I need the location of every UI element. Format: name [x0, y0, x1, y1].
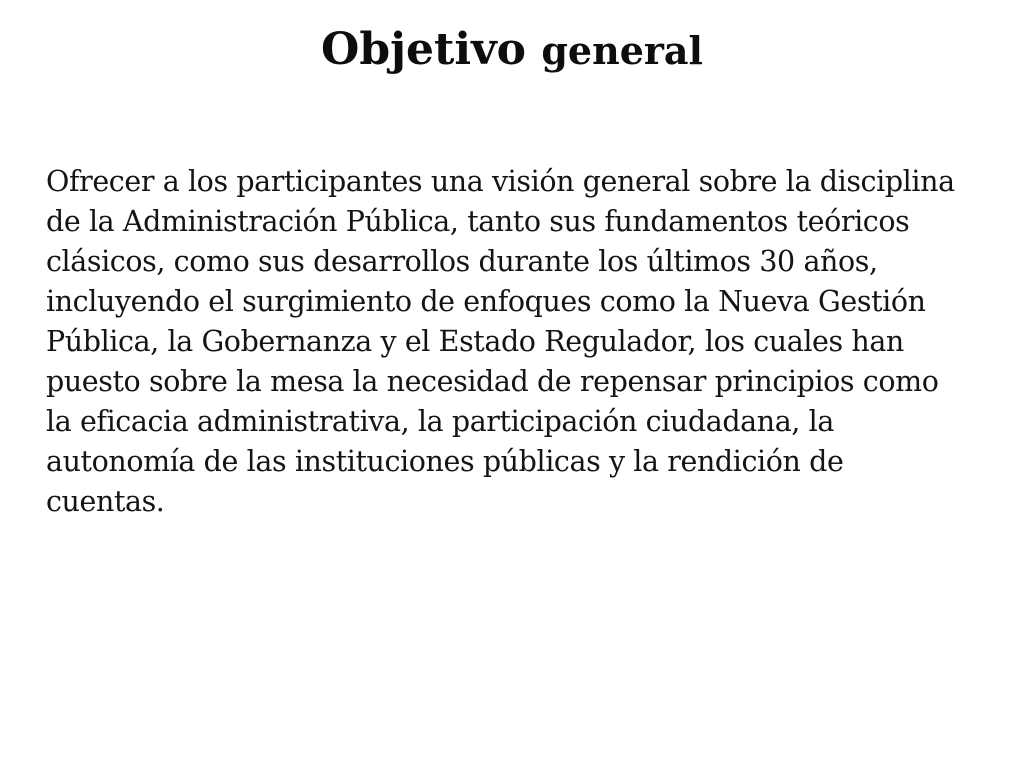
title-sub: general [541, 28, 703, 73]
paragraph-line: Ofrecer a los participantes una visión general sobre la disciplina [46, 165, 955, 198]
paragraph-line: de la Administración Pública, tanto sus fundamentos teóricos [46, 205, 910, 238]
paragraph-line: puesto sobre la mesa la necesidad de repensar principios como [46, 365, 939, 398]
paragraph-line: autonomía de las instituciones públicas y la rendición de [46, 445, 844, 478]
paragraph-line: clásicos, como sus desarrollos durante los últimos 30 años, [46, 245, 878, 278]
paragraph-line: cuentas. [46, 485, 165, 518]
slide-title [0, 22, 1024, 79]
title-main: Objetivo [321, 24, 526, 75]
paragraph-line: la eficacia administrativa, la participación ciudadana, la [46, 405, 834, 438]
objective-paragraph [46, 162, 986, 522]
paragraph-line: Pública, la Gobernanza y el Estado Regulador, los cuales han [46, 325, 904, 358]
paragraph-line: incluyendo el surgimiento de enfoques como la Nueva Gestión [46, 285, 926, 318]
